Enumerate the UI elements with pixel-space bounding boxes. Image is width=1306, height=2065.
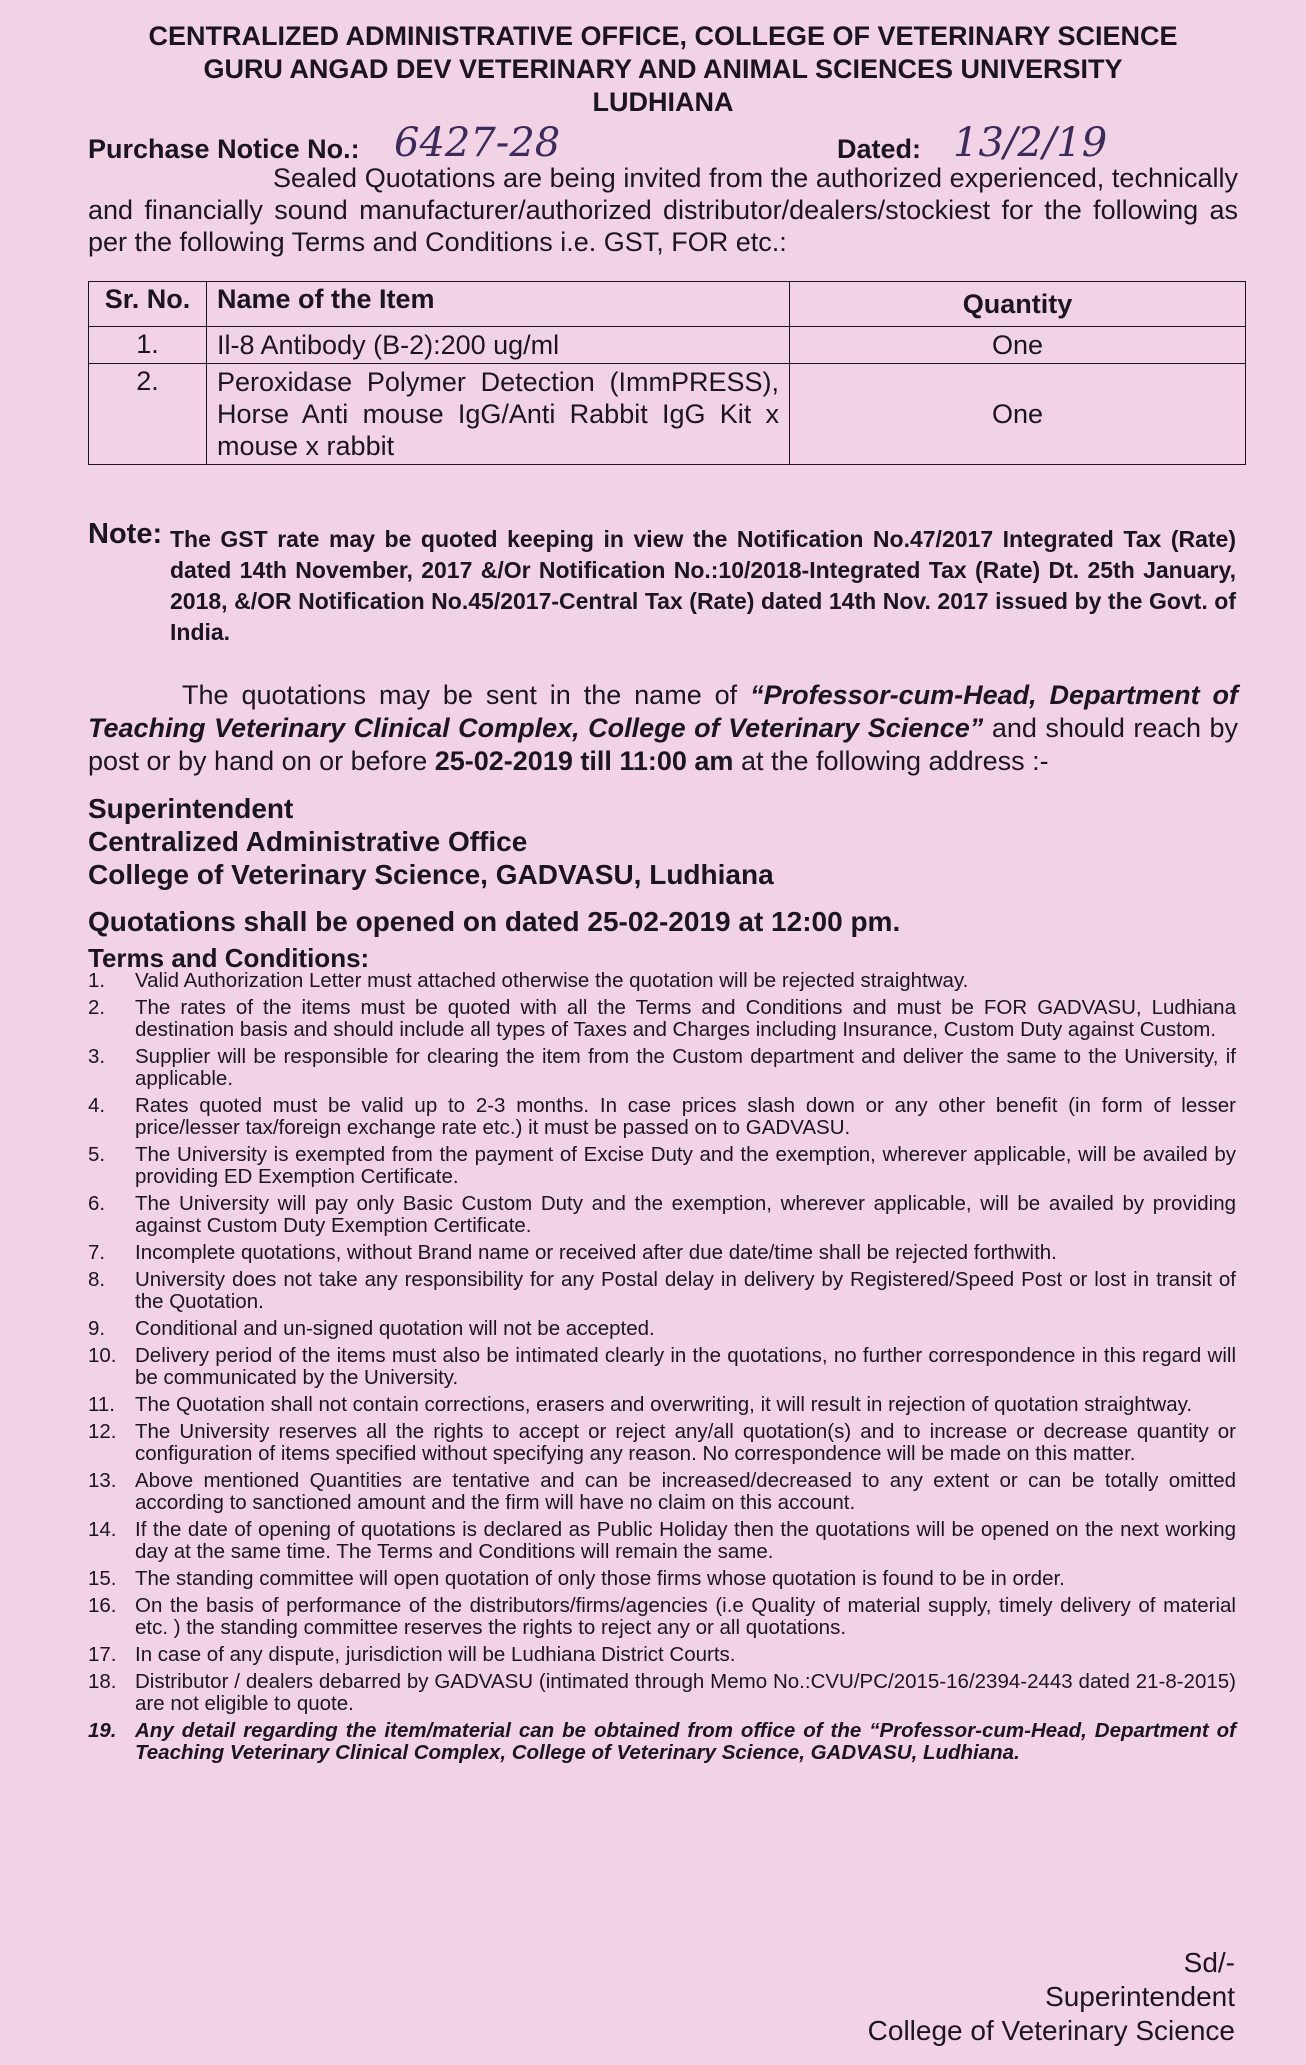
row-sr-no: 1. [89,327,207,364]
dated-label: Dated: [837,134,922,164]
list-item [88,1269,1236,1313]
list-item [88,1720,1236,1764]
list-item [88,1242,1236,1264]
term-text: In case of any dispute, jurisdiction will be Ludhiana District Courts. [135,1643,736,1666]
term-text: If the date of opening of quotations is declared as Public Holiday then the quotations will be opened on the next working day at the same time. The Terms and Conditions will remain the same. [135,1518,1236,1563]
notice-number-label: Purchase Notice No.: [88,134,360,164]
opening-date-statement: Quotations shall be opened on dated 25-02-2019 at 12:00 pm. [88,906,901,937]
term-text: Supplier will be responsible for clearing the item from the Custom department and deliver the same to the University, if applicable. [135,1045,1236,1090]
table-header-row [89,282,1246,327]
term-number: 19. [88,1719,117,1742]
term-number: 18. [88,1670,117,1693]
items-table [88,281,1246,465]
list-item [88,1421,1236,1465]
term-text: Delivery period of the items must also be intimated clearly in the quotations, no further correspondence in this regard will be communicated by the University. [135,1344,1236,1389]
signature-office: College of Veterinary Science [867,2015,1235,2046]
term-text: The University will pay only Basic Custom Duty and the exemption, wherever applicable, will be availed by providing against Custom Duty Exemption Certificate. [135,1192,1236,1237]
quotation-text-part1: The quotations may be sent in the name of [182,680,751,710]
term-text: The University is exempted from the payment of Excise Duty and the exemption, wherever applicable, will be availed by providing ED Exemption Certificate. [135,1143,1236,1188]
column-header-quantity: Quantity [790,282,1246,327]
term-number: 4. [88,1094,106,1117]
term-number: 2. [88,996,106,1019]
gst-note [88,518,1236,648]
term-number: 5. [88,1143,106,1166]
address-line-3: College of Veterinary Science, GADVASU, Ludhiana [88,859,774,890]
term-text: On the basis of performance of the distributors/firms/agencies (i.e Quality of material supply, timely delivery of material etc. ) the standing committee reserves the rights to reject any or all quotations. [135,1594,1236,1639]
term-number: 1. [88,969,106,992]
row-quantity: One [790,327,1246,364]
term-text: University does not take any responsibility for any Postal delay in delivery by Registered/Speed Post or lost in transit of the Quotation. [135,1268,1236,1313]
column-header-sr-no: Sr. No. [89,282,207,327]
list-item [88,997,1236,1041]
term-number: 17. [88,1643,117,1666]
term-number: 9. [88,1317,106,1340]
row-quantity: One [790,364,1246,465]
list-item [88,1345,1236,1389]
list-item [88,1519,1236,1563]
term-number: 12. [88,1420,117,1443]
signature-block [780,1946,1235,2048]
term-text: The University reserves all the rights to accept or reject any/all quotation(s) and to increase or decrease quantity or configuration of items specified without specifying any reason. No correspondence will be made on this matter. [135,1420,1236,1465]
term-text: Incomplete quotations, without Brand name or received after due date/time shall be rejected forthwith. [135,1241,1057,1264]
list-item [88,970,1236,992]
list-item [88,1644,1236,1666]
quotation-deadline: 25-02-2019 till 11:00 am [434,746,734,776]
row-item-name: Il-8 Antibody (B-2):200 ug/ml [207,327,790,364]
address-line-2: Centralized Administrative Office [88,826,528,857]
term-number: 6. [88,1192,106,1215]
list-item [88,1095,1236,1139]
term-number: 14. [88,1518,117,1541]
list-item [88,1470,1236,1514]
term-text: Any detail regarding the item/material can be obtained from office of the “Professor-cum-Head, Department of Teaching Veterinary Clinical Complex, College of Veterinary Science, GADVASU, Ludhiana. [135,1719,1236,1764]
quotation-text-part2: and should reach by post or by hand on or before [88,713,1238,776]
list-item [88,1671,1236,1715]
term-number: 10. [88,1344,117,1367]
delivery-address [88,792,1088,891]
column-header-item-name: Name of the Item [207,282,790,327]
header-city-line: LUDHIANA [592,87,734,117]
list-item [88,1046,1236,1090]
term-number: 15. [88,1567,117,1590]
list-item [88,1568,1236,1590]
term-text: Distributor / dealers debarred by GADVASU (intimated through Memo No.:CVU/PC/2015-16/2394-2443 dated 21-8-2015) are not eligible to quote. [135,1670,1236,1715]
quotation-addressee: “Professor-cum-Head, Department of Teaching Veterinary Clinical Complex, College of Veterinary Science” [88,680,1238,743]
list-item [88,1144,1236,1188]
row-sr-no: 2. [89,364,207,465]
term-number: 7. [88,1241,106,1264]
terms-list [88,970,1236,1769]
term-text: Valid Authorization Letter must attached otherwise the quotation will be rejected straightway. [135,969,969,992]
term-text: Rates quoted must be valid up to 2-3 months. In case prices slash down or any other benefit (in form of lesser price/lesser tax/foreign exchange rate etc.) it must be passed on to GADVASU. [135,1094,1236,1139]
term-text: Conditional and un-signed quotation will not be accepted. [135,1317,655,1340]
signature-title: Superintendent [1045,1981,1235,2012]
list-item [88,1193,1236,1237]
intro-paragraph: Sealed Quotations are being invited from the authorized experienced, technically and financially sound manufacturer/authorized distributor/dealers/stockiest for the following as per the following Terms and Conditions i.e. GST, FOR etc.: [88,163,1238,257]
terms-heading: Terms and Conditions: [88,943,370,973]
list-item [88,1318,1236,1340]
term-number: 11. [88,1393,115,1416]
note-text: The GST rate may be quoted keeping in view the Notification No.47/2017 Integrated Tax (Rate) dated 14th November, 2017 &/Or Notification No.:10/2018-Integrated Tax (Rate) Dt. 25th January, 2018, &/OR Notification No.45/2017-Central Tax (Rate) dated 14th Nov. 2017 issued by the Govt. of India. [170,526,1236,645]
list-item [88,1394,1236,1416]
list-item [88,1595,1236,1639]
term-number: 16. [88,1594,117,1617]
table-row [89,364,1246,465]
header-university-line: GURU ANGAD DEV VETERINARY AND ANIMAL SCIENCES UNIVERSITY [203,54,1123,84]
table-row [89,327,1246,364]
term-text: The Quotation shall not contain corrections, erasers and overwriting, it will result in rejection of quotation straightway. [135,1393,1193,1416]
term-text: Above mentioned Quantities are tentative and can be increased/decreased to any extent or can be totally omitted according to sanctioned amount and the firm will have no claim on this account. [135,1469,1236,1514]
term-text: The standing committee will open quotation of only those firms whose quotation is found to be in order. [135,1567,1065,1590]
address-line-1: Superintendent [88,793,294,824]
quotation-text-part3: at the following address :- [733,746,1049,776]
quotation-instructions [88,679,1238,778]
header-office-line: CENTRALIZED ADMINISTRATIVE OFFICE, COLLEGE OF VETERINARY SCIENCE [148,21,1178,51]
dated-handwritten: 13/2/19 [953,120,1108,166]
term-number: 8. [88,1268,106,1291]
document-header [88,20,1238,119]
row-item-name: Peroxidase Polymer Detection (ImmPRESS), Horse Anti mouse IgG/Anti Rabbit IgG Kit x mouse x rabbit [207,364,790,465]
term-number: 13. [88,1469,117,1492]
term-text: The rates of the items must be quoted with all the Terms and Conditions and must be FOR GADVASU, Ludhiana destination basis and should include all types of Taxes and Charges including Insurance, Custom Duty against Custom. [135,996,1236,1041]
note-label: Note: [88,518,163,550]
term-number: 3. [88,1045,106,1068]
signature-sd: Sd/- [1183,1947,1235,1978]
notice-number-handwritten: 6427-28 [394,120,561,166]
